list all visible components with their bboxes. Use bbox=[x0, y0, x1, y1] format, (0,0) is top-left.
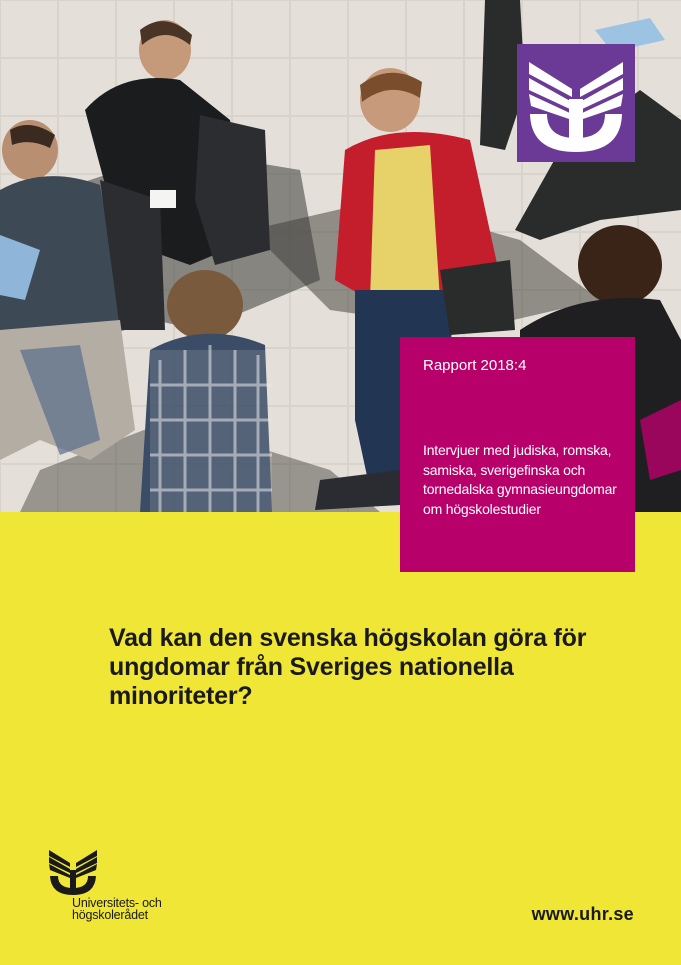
uhr-logo-badge bbox=[517, 44, 635, 162]
uhr-book-u-logo-icon bbox=[517, 44, 635, 162]
organization-name-line2: högskolerådet bbox=[72, 908, 148, 922]
report-info-box bbox=[400, 337, 635, 572]
report-title: Vad kan den svenska högskolan göra för ungdomar från Sveriges nationella minoriteter? bbox=[109, 624, 587, 710]
website-link[interactable]: www.uhr.se bbox=[531, 904, 634, 924]
report-number: Rapport 2018:4 bbox=[423, 357, 527, 374]
uhr-book-u-logo-icon bbox=[48, 848, 98, 896]
organization-name-line1: Universitets- och bbox=[72, 896, 162, 910]
report-subtitle: Intervjuer med judiska, romska, samiska, sverigefinska och tornedalska gymnasieungdomar om högskolestudier bbox=[423, 442, 617, 517]
